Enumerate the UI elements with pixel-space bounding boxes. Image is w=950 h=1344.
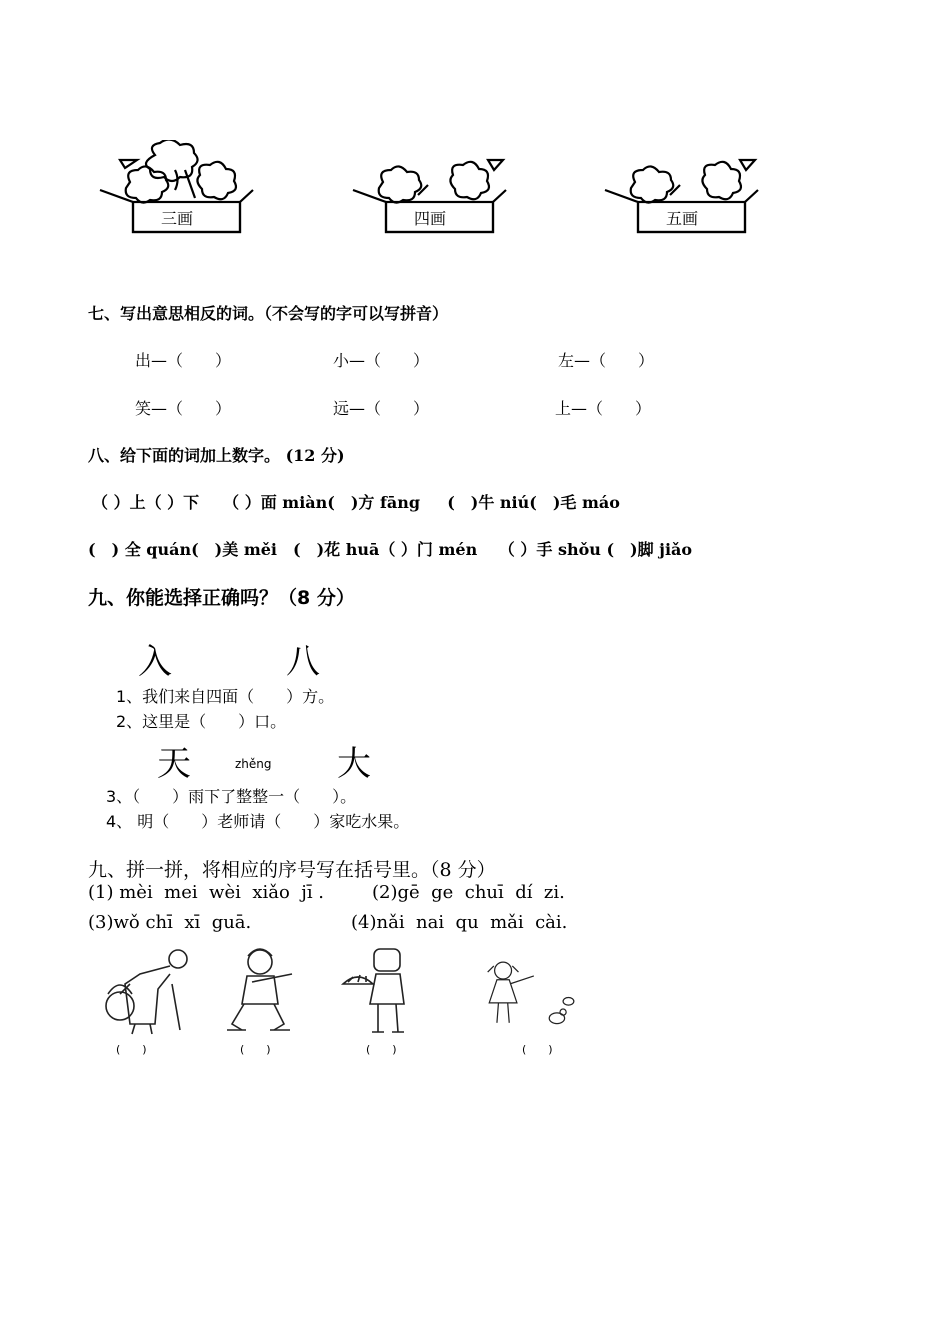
answer-blank[interactable]: ( ): [116, 1043, 147, 1056]
boy-watermelon-illustration: [338, 944, 438, 1054]
question-1: 1、我们来自四面（ ）方。: [116, 687, 335, 706]
pot-label: 四画: [413, 209, 446, 228]
question-3: 3、（ ）雨下了整整一（ ）。: [106, 787, 357, 806]
choice-char: 八: [286, 642, 320, 682]
flower-pot-five-strokes: [600, 140, 760, 240]
pinyin-sentence-4: (4)nǎi nai qu mǎi cài.: [351, 912, 568, 933]
answer-blank[interactable]: ( ): [366, 1043, 397, 1056]
answer-blank[interactable]: ( ): [522, 1043, 553, 1056]
grandma-illustration: [100, 944, 200, 1054]
question-2: 2、这里是（ ）口。: [116, 712, 287, 731]
choice-char: 入: [138, 642, 172, 682]
number-words-line-2: ( ) 全 quán( )美 měi ( )花 huā（ ）门 mén （ ）手 shǒu ( )脚 jiǎo: [88, 540, 693, 559]
section-9-choose-title: 九、你能选择正确吗？（8 分）: [88, 587, 355, 609]
section-8-title: 八、给下面的词加上数字。 (12 分): [88, 446, 345, 465]
section-9-pinyin-title: 九、拼一拼，将相应的序号写在括号里。（8 分）: [88, 859, 496, 881]
boy-flute-picture: [212, 944, 312, 1054]
answer-blank[interactable]: ( ): [240, 1043, 271, 1056]
pot-label: 三画: [160, 209, 193, 228]
pinyin-hint: zhěng: [235, 757, 272, 771]
pinyin-sentence-3: (3)wǒ chī xī guā.: [88, 912, 252, 933]
boy-flute-illustration: [212, 944, 312, 1054]
number-words-line-1: （ ）上（ ）下 （ ）面 miàn( )方 fāng ( )牛 niú( )毛 máo: [92, 493, 620, 512]
flower-pot-four-strokes: [348, 140, 508, 240]
grandma-basket-picture: [100, 944, 200, 1054]
antonym-item: 出—（ ）: [135, 351, 232, 370]
girl-chicks-illustration: [480, 944, 580, 1054]
antonym-item: 笑—（ ）: [135, 399, 232, 418]
flower-pot-three-strokes: [95, 140, 255, 240]
antonym-item: 远—（ ）: [333, 399, 430, 418]
choice-char: 大: [337, 744, 371, 784]
choice-char: 天: [157, 744, 191, 784]
antonym-item: 左—（ ）: [558, 351, 655, 370]
girl-chicks-picture: [480, 944, 580, 1054]
pinyin-sentence-1: (1) mèi mei wèi xiǎo jī .: [88, 882, 325, 903]
pot-label: 五画: [665, 209, 698, 228]
section-7-title: 七、写出意思相反的词。（不会写的字可以写拼音）: [88, 304, 449, 323]
boy-watermelon-picture: [338, 944, 438, 1054]
pinyin-sentence-2: (2)gē ge chuī dí zi.: [372, 882, 565, 903]
question-4: 4、 明（ ）老师请（ ）家吃水果。: [106, 812, 410, 831]
antonym-item: 上—（ ）: [555, 399, 652, 418]
antonym-item: 小—（ ）: [333, 351, 430, 370]
